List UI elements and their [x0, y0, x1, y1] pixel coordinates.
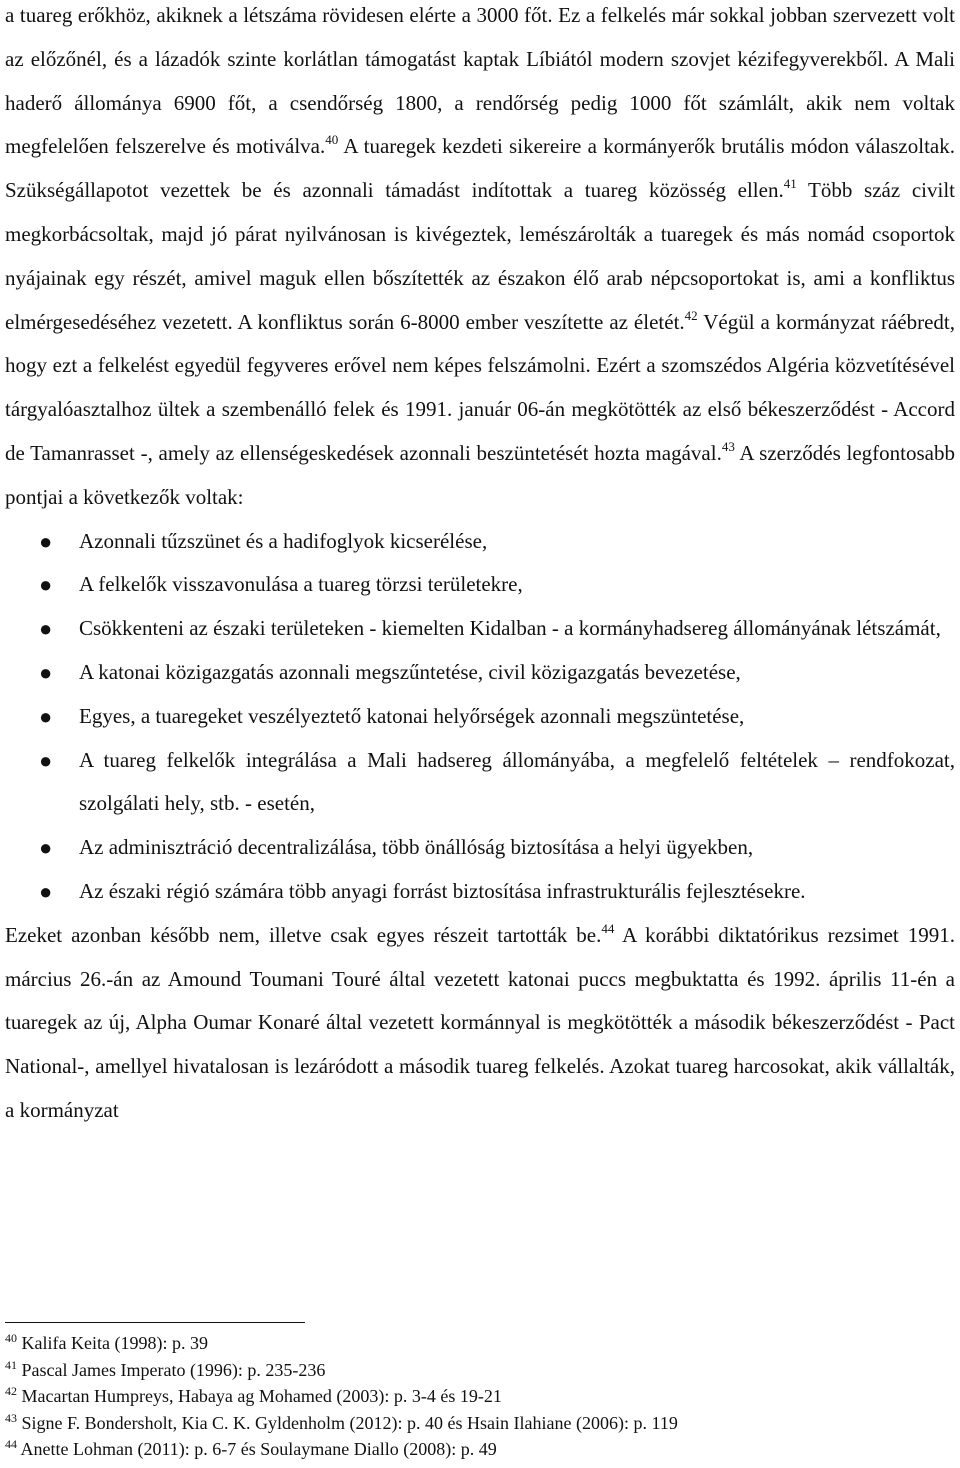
footnote: [5, 1383, 955, 1410]
list-item: [5, 607, 955, 651]
list-item: [5, 739, 955, 827]
list-item: [5, 563, 955, 607]
bullet-icon: ●: [39, 835, 53, 861]
list-item-text: A felkelők visszavonulása a tuareg törzsi területekre,: [79, 572, 523, 597]
footnote-number: 44: [5, 1437, 17, 1451]
footnotes-list: [5, 1330, 955, 1463]
bullet-icon: ●: [39, 616, 53, 642]
bullet-icon: ●: [39, 528, 53, 554]
bullet-icon: ●: [39, 703, 53, 729]
body-paragraph-1: [5, 0, 955, 520]
paragraph-text: Több száz civilt megkorbácsoltak, majd jó párat nyilvánosan is kivégeztek, lemészárolták a tuaregek és más nomád csoportok nyájainak egy részét, amivel maguk ellen bőszítették az északon élő arab népcsoportokat is, ami a konfliktus elmérgesedéséhez vezetett. A konfliktus során 6-8000 ember veszítette az életét.: [5, 178, 956, 334]
paragraph-text: A tuaregek kezdeti sikereire a kormányerők brutális módon válaszoltak. Szükségállapotot vezettek be és azonnali támadást indítottak a tuareg közösség ellen.: [5, 134, 955, 203]
bullet-icon: ●: [39, 878, 53, 904]
paragraph-text: A szerződés legfontosabb pontjai a következők voltak:: [5, 440, 955, 509]
bullet-icon: ●: [39, 659, 53, 685]
bullet-icon: ●: [39, 747, 53, 773]
list-item: [5, 826, 955, 870]
footnote-text: Pascal James Imperato (1996): p. 235-236: [17, 1359, 326, 1380]
footnote-number: 43: [5, 1410, 17, 1425]
footnote-ref[interactable]: 42: [684, 307, 698, 323]
list-item-text: Az északi régió számára több anyagi forrást biztosítása infrastrukturális fejlesztésekre.: [79, 878, 806, 903]
list-item: [5, 520, 955, 564]
footnote-ref[interactable]: 43: [721, 438, 735, 454]
list-item-text: A katonai közigazgatás azonnali megszűntetése, civil közigazgatás bevezetése,: [79, 659, 741, 684]
footnote: [5, 1410, 955, 1437]
list-item-text: Azonnali tűzszünet és a hadifoglyok kicserélése,: [79, 528, 488, 553]
list-item: [5, 695, 955, 739]
bullet-icon: ●: [39, 572, 53, 598]
footnote-text: Kalifa Keita (1998): p. 39: [17, 1333, 208, 1353]
footnote-ref[interactable]: 44: [601, 920, 615, 936]
footnote-text: Macartan Humpreys, Habaya ag Mohamed (2003): p. 3-4 és 19-21: [17, 1386, 502, 1406]
footnote: [5, 1436, 955, 1463]
list-item-text: A tuareg felkelők integrálása a Mali hadsereg állományába, a megfelelő feltételek – rendfokozat, szolgálati hely, stb. - esetén,: [79, 747, 955, 816]
list-item-text: Az adminisztráció decentralizálása, több önállóság biztosítása a helyi ügyekben,: [79, 835, 754, 860]
body-paragraph-2: [5, 914, 955, 1133]
list-item-text: Csökkenteni az északi területeken - kiemelten Kidalban - a kormányhadsereg állományának létszámát,: [79, 616, 941, 641]
footnote-number: 40: [5, 1331, 17, 1345]
paragraph-text: Végül a kormányzat ráébredt, hogy ezt a felkelést egyedül fegyveres erővel nem képes felszámolni. Ezért a szomszédos Algéria közvetítésével tárgyalóasztalhoz ültek a szembenálló felek és 1991. január 06-án megkötötték az első békeszerződést - Accord de Tamanrasset -, amely az ellenségeskedések azonnali beszüntetését hozta magával.: [5, 309, 955, 465]
treaty-points-list: [5, 520, 955, 914]
footnote-ref[interactable]: 41: [783, 176, 797, 192]
footnote: [5, 1330, 955, 1357]
footnote-ref[interactable]: 40: [325, 132, 339, 148]
paragraph-text: A korábbi diktatórikus rezsimet 1991. március 26.-án az Amound Toumani Touré által vezetett katonai puccs megbuktatta és 1992. április 11-én a tuaregek az új, Alpha Oumar Konaré által vezetett kormánnyal is megkötötték a második békeszerződést - Pact National-, amellyel hivatalosan is lezáródott a második tuareg felkelés. Azokat tuareg harcosokat, akik vállalták, a kormányzat: [5, 922, 955, 1122]
footnote-number: 41: [5, 1357, 17, 1372]
list-item: [5, 870, 955, 914]
paragraph-text: Ezeket azonban később nem, illetve csak egyes részeit tartották be.: [5, 922, 602, 947]
footnote-number: 42: [5, 1384, 17, 1398]
paragraph-text: a tuareg erőkhöz, akiknek a létszáma rövidesen elérte a 3000 főt. Ez a felkelés már sokkal jobban szervezett volt az előzőnél, és a lázadók szinte korlátlan támogatást kaptak Líbiától modern szovjet kézifegyverekből. A Mali haderő állománya 6900 főt, a csendőrség 1800, a rendőrség pedig 1000 főt számlált, akik nem voltak megfelelően felszerelve és motiválva.: [5, 3, 955, 159]
document-page: [5, 0, 955, 1133]
footnote-separator: [5, 1322, 305, 1323]
list-item-text: Egyes, a tuaregeket veszélyeztető katonai helyőrségek azonnali megszüntetése,: [79, 703, 745, 728]
list-item: [5, 651, 955, 695]
footnote-text: Signe F. Bondersholt, Kia C. K. Gyldenholm (2012): p. 40 és Hsain Ilahiane (2006): p. 119: [17, 1412, 678, 1433]
footnote: [5, 1357, 955, 1384]
footnote-text: Anette Lohman (2011): p. 6-7 és Soulaymane Diallo (2008): p. 49: [17, 1439, 497, 1459]
